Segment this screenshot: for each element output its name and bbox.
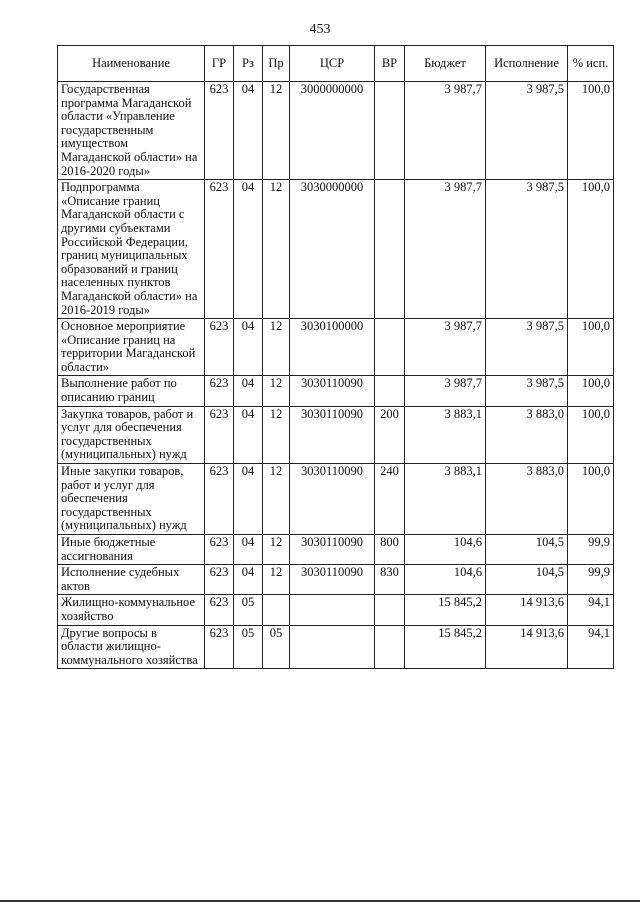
table-row	[58, 376, 614, 406]
cell-csr: 3030110090	[290, 406, 375, 463]
cell-name: Исполнение судебных актов	[58, 565, 205, 595]
cell-rz: 04	[234, 376, 263, 406]
cell-pr: 12	[263, 319, 290, 376]
cell-vr	[375, 376, 405, 406]
cell-pr: 12	[263, 565, 290, 595]
cell-gr: 623	[205, 535, 234, 565]
table-row	[58, 625, 614, 669]
cell-budget: 3 883,1	[405, 464, 486, 535]
cell-rz: 04	[234, 565, 263, 595]
cell-name: Жилищно-коммунальное хозяйство	[58, 595, 205, 625]
cell-name: Подпрограмма «Описание границ Магаданской области с другими субъектами Российской Федерации, границ муниципальных образований и границ населенных пунктов Магаданской области» на 2016-2019 годы»	[58, 180, 205, 319]
cell-rz: 04	[234, 319, 263, 376]
cell-vr: 830	[375, 565, 405, 595]
cell-budget: 104,6	[405, 565, 486, 595]
header-csr: ЦСР	[290, 46, 375, 82]
cell-rz: 04	[234, 535, 263, 565]
table-header-row	[58, 46, 614, 82]
cell-csr: 3000000000	[290, 82, 375, 180]
cell-pr: 12	[263, 180, 290, 319]
cell-vr	[375, 180, 405, 319]
cell-budget: 3 987,7	[405, 180, 486, 319]
cell-percent: 94,1	[568, 625, 614, 669]
table-row	[58, 535, 614, 565]
cell-gr: 623	[205, 406, 234, 463]
cell-vr: 200	[375, 406, 405, 463]
cell-percent: 100,0	[568, 376, 614, 406]
cell-gr: 623	[205, 464, 234, 535]
cell-execution: 3 987,5	[486, 180, 568, 319]
cell-percent: 100,0	[568, 180, 614, 319]
header-name: Наименование	[58, 46, 205, 82]
cell-rz: 04	[234, 82, 263, 180]
cell-percent: 100,0	[568, 319, 614, 376]
table-row	[58, 406, 614, 463]
header-execution: Исполнение	[486, 46, 568, 82]
table-row	[58, 82, 614, 180]
cell-percent: 100,0	[568, 464, 614, 535]
header-vr: ВР	[375, 46, 405, 82]
cell-gr: 623	[205, 565, 234, 595]
header-rz: Рз	[234, 46, 263, 82]
cell-budget: 15 845,2	[405, 625, 486, 669]
cell-percent: 99,9	[568, 535, 614, 565]
cell-execution: 3 883,0	[486, 464, 568, 535]
cell-gr: 623	[205, 376, 234, 406]
cell-vr: 240	[375, 464, 405, 535]
cell-name: Закупка товаров, работ и услуг для обеспечения государственных (муниципальных) нужд	[58, 406, 205, 463]
cell-execution: 104,5	[486, 535, 568, 565]
header-pr: Пр	[263, 46, 290, 82]
cell-execution: 14 913,6	[486, 595, 568, 625]
header-percent: % исп.	[568, 46, 614, 82]
cell-pr: 12	[263, 535, 290, 565]
cell-gr: 623	[205, 180, 234, 319]
page-number: 453	[309, 22, 331, 37]
cell-csr: 3030110090	[290, 535, 375, 565]
cell-pr: 12	[263, 376, 290, 406]
cell-budget: 104,6	[405, 535, 486, 565]
cell-execution: 3 883,0	[486, 406, 568, 463]
cell-budget: 3 883,1	[405, 406, 486, 463]
cell-vr	[375, 82, 405, 180]
cell-name: Выполнение работ по описанию границ	[58, 376, 205, 406]
cell-csr	[290, 625, 375, 669]
cell-name: Иные бюджетные ассигнования	[58, 535, 205, 565]
cell-rz: 04	[234, 180, 263, 319]
cell-pr: 12	[263, 82, 290, 180]
cell-vr: 800	[375, 535, 405, 565]
page-bottom-border	[0, 900, 640, 902]
cell-gr: 623	[205, 82, 234, 180]
cell-gr: 623	[205, 319, 234, 376]
cell-pr: 12	[263, 406, 290, 463]
cell-pr: 12	[263, 464, 290, 535]
cell-csr: 3030000000	[290, 180, 375, 319]
cell-rz: 05	[234, 595, 263, 625]
cell-budget: 3 987,7	[405, 82, 486, 180]
cell-csr: 3030110090	[290, 376, 375, 406]
cell-gr: 623	[205, 625, 234, 669]
cell-percent: 100,0	[568, 82, 614, 180]
header-gr: ГР	[205, 46, 234, 82]
cell-csr: 3030100000	[290, 319, 375, 376]
cell-csr	[290, 595, 375, 625]
header-budget: Бюджет	[405, 46, 486, 82]
cell-pr: 05	[263, 625, 290, 669]
cell-execution: 104,5	[486, 565, 568, 595]
table-row	[58, 319, 614, 376]
cell-name: Другие вопросы в области жилищно-коммунального хозяйства	[58, 625, 205, 669]
cell-pr	[263, 595, 290, 625]
cell-rz: 04	[234, 406, 263, 463]
table-row	[58, 595, 614, 625]
cell-execution: 3 987,5	[486, 82, 568, 180]
cell-budget: 3 987,7	[405, 376, 486, 406]
cell-csr: 3030110090	[290, 565, 375, 595]
cell-vr	[375, 319, 405, 376]
cell-gr: 623	[205, 595, 234, 625]
cell-csr: 3030110090	[290, 464, 375, 535]
cell-execution: 3 987,5	[486, 376, 568, 406]
cell-percent: 99,9	[568, 565, 614, 595]
cell-name: Государственная программа Магаданской области «Управление государственным имуществом Магаданской области» на 2016-2020 годы»	[58, 82, 205, 180]
table-body	[58, 82, 614, 669]
budget-execution-table	[57, 45, 614, 669]
cell-budget: 3 987,7	[405, 319, 486, 376]
cell-vr	[375, 625, 405, 669]
cell-budget: 15 845,2	[405, 595, 486, 625]
cell-vr	[375, 595, 405, 625]
table-row	[58, 565, 614, 595]
cell-name: Иные закупки товаров, работ и услуг для обеспечения государственных (муниципальных) нужд	[58, 464, 205, 535]
cell-percent: 94,1	[568, 595, 614, 625]
cell-name: Основное мероприятие «Описание границ на территории Магаданской области»	[58, 319, 205, 376]
table-row	[58, 464, 614, 535]
cell-execution: 3 987,5	[486, 319, 568, 376]
cell-rz: 04	[234, 464, 263, 535]
cell-percent: 100,0	[568, 406, 614, 463]
cell-execution: 14 913,6	[486, 625, 568, 669]
table-row	[58, 180, 614, 319]
cell-rz: 05	[234, 625, 263, 669]
